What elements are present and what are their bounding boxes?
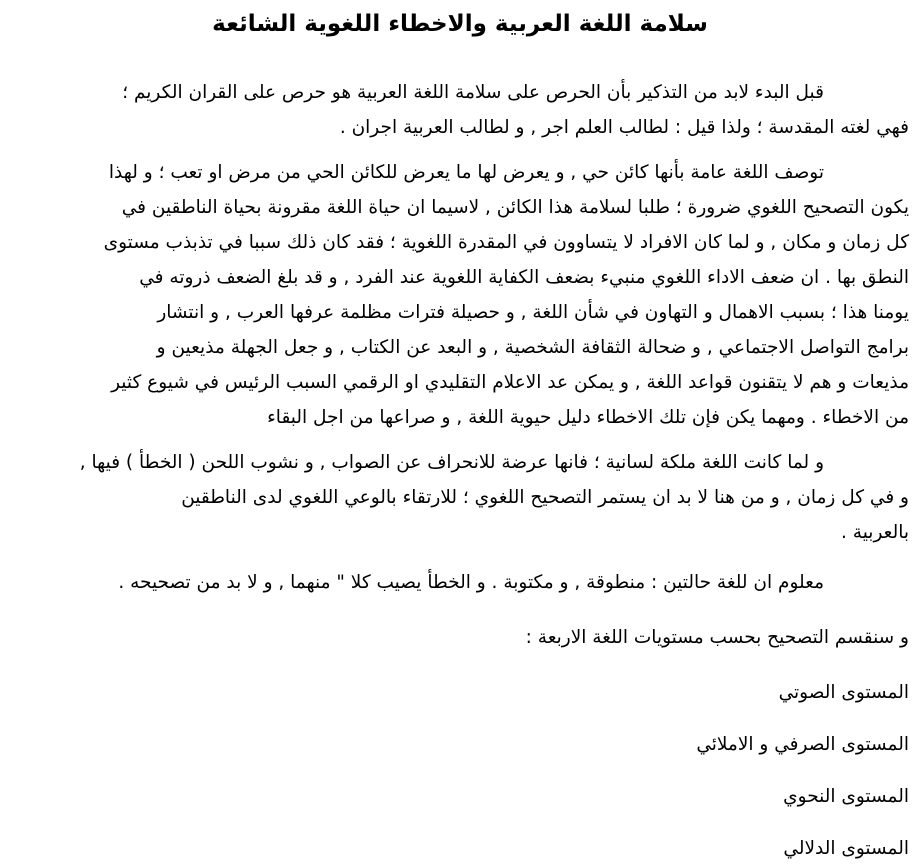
paragraph-1-line-2: فهي لغته المقدسة ؛ ولذا قيل : لطالب العلم اجر , و لطالب العربية اجران .: [339, 117, 909, 138]
paragraph-2-line-2: يكون التصحيح اللغوي ضرورة ؛ طلبا لسلامة هذا الكائن , لاسيما ان حياة اللغة مقرونة بحياة الناطقين في: [121, 197, 909, 218]
paragraph-4-line-1: معلوم ان للغة حالتين : منطوقة , و مكتوبة . و الخطأ يصيب كلا " منهما , و لا بد من تصحيحه .: [118, 572, 824, 593]
paragraph-2-line-3: كل زمان و مكان , و لما كان الافراد لا يتساوون في المقدرة اللغوية ؛ فقد كان ذلك سببا في تذبذب مستوى: [103, 232, 909, 253]
paragraph-2-line-8: من الاخطاء . ومهما يكن فإن تلك الاخطاء دليل حيوية اللغة , و صراعها من اجل البقاء: [267, 407, 909, 428]
paragraph-2-line-5: يومنا هذا ؛ بسبب الاهمال و التهاون في شأن اللغة , و حصيلة فترات مظلمة عرفها العرب , و انتشار: [157, 302, 909, 323]
paragraph-2-line-6: برامج التواصل الاجتماعي , و ضحالة الثقافة الشخصية , و البعد عن الكتاب , و جعل الجهلة مذيعين و: [156, 337, 909, 358]
levels-intro: و سنقسم التصحيح بحسب مستويات اللغة الاربعة :: [525, 627, 909, 648]
level-phonetic: المستوى الصوتي: [778, 682, 909, 703]
paragraph-3-line-2: و في كل زمان , و من هنا لا بد ان يستمر التصحيح اللغوي ؛ للارتقاء بالوعي اللغوي لدى الناطقين: [181, 487, 909, 508]
paragraph-3-line-3: بالعربية .: [841, 522, 909, 543]
paragraph-1-line-1: قبل البدء لابد من التذكير بأن الحرص على سلامة اللغة العربية هو حرص على القران الكريم ؛: [122, 82, 824, 103]
document-title: سلامة اللغة العربية والاخطاء اللغوية الشائعة: [212, 11, 708, 37]
paragraph-2-line-7: مذيعات و هم لا يتقنون قواعد اللغة , و يمكن عد الاعلام التقليدي او الرقمي السبب الرئيس في شيوع كثير: [111, 372, 909, 393]
level-semantic: المستوى الدلالي: [783, 838, 909, 859]
paragraph-2-line-4: النطق بها . ان ضعف الاداء اللغوي منبيء بضعف الكفاية اللغوية عند الفرد , و قد بلغ الضعف ذروته في: [139, 267, 909, 288]
paragraph-3-line-1: و لما كانت اللغة ملكة لسانية ؛ فانها عرضة للانحراف عن الصواب , و نشوب اللحن ( الخطأ ) فيها ,: [79, 452, 824, 473]
level-morphological-orthographic: المستوى الصرفي و الاملائي: [696, 734, 909, 755]
level-syntactic: المستوى النحوي: [783, 786, 909, 807]
paragraph-2-line-1: توصف اللغة عامة بأنها كائن حي , و يعرض لها ما يعرض للكائن الحي من مرض او تعب ؛ و لهذا: [108, 162, 824, 183]
